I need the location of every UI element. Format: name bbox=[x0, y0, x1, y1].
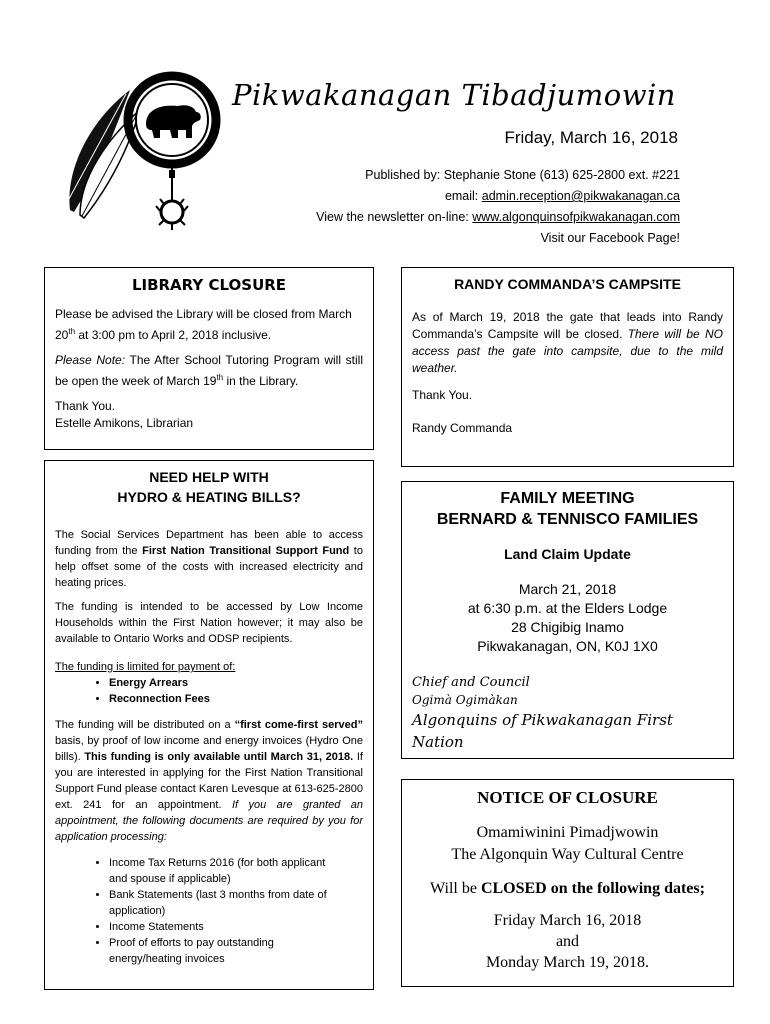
hydro-limited-heading: The funding is limited for payment of: bbox=[55, 661, 236, 673]
limited-items-list bbox=[55, 675, 363, 707]
meeting-address-1: 28 Chigibig Inamo bbox=[511, 619, 624, 635]
closure-heading: NOTICE OF CLOSURE bbox=[477, 788, 658, 807]
closure-statement: Will be CLOSED on the following dates; bbox=[430, 880, 705, 897]
notice-of-closure-box bbox=[401, 779, 734, 987]
campsite-heading: RANDY COMMANDA’S CAMPSITE bbox=[454, 276, 681, 292]
campsite-thanks: Thank You. bbox=[412, 388, 473, 402]
signature-line-1: Chief and Council bbox=[412, 675, 530, 690]
documents-list bbox=[55, 855, 363, 967]
bear-dreamcatcher-icon bbox=[60, 60, 230, 240]
hydro-heading-line1: NEED HELP WITH bbox=[149, 469, 269, 485]
hydro-paragraph-2: The funding is intended to be accessed by Low Income Households within the First Nation however; it may also be available to Ontario Works and ODSP recipients. bbox=[55, 601, 363, 645]
email-link[interactable]: admin.reception@pikwakanagan.ca bbox=[481, 189, 680, 203]
hydro-paragraph-1: The Social Services Department has been able to access funding from the First Nation Transitional Support Fund to help offset some of the costs with increased electricity and heating prices. bbox=[55, 529, 363, 589]
closure-line-1: Omamiwinini Pimadjwowin bbox=[476, 824, 659, 841]
website-link[interactable]: www.algonquinsofpikwakanagan.com bbox=[472, 210, 680, 224]
email-line bbox=[445, 189, 680, 203]
list-item: • Energy Arrears bbox=[109, 675, 363, 691]
meeting-date: March 21, 2018 bbox=[518, 581, 617, 597]
closure-line-2: The Algonquin Way Cultural Centre bbox=[451, 846, 684, 863]
family-heading-line1: FAMILY MEETING bbox=[500, 490, 635, 507]
library-heading: LIBRARY CLOSURE bbox=[131, 276, 287, 294]
list-item: • Bank Statements (last 3 months from date of application) bbox=[109, 887, 343, 919]
list-item: • Reconnection Fees bbox=[109, 691, 363, 707]
published-by: Published by: Stephanie Stone (613) 625-2800 ext. #221 bbox=[365, 168, 680, 182]
meeting-time-place: at 6:30 p.m. at the Elders Lodge bbox=[467, 600, 668, 616]
hydro-heading-line2: HYDRO & HEATING BILLS? bbox=[117, 489, 301, 505]
online-line bbox=[316, 210, 680, 224]
signature-line-3: Algonquins of Pikwakanagan First Nation bbox=[412, 711, 673, 751]
closure-and: and bbox=[555, 933, 580, 950]
campsite-paragraph: As of March 19, 2018 the gate that leads into Randy Commanda’s Campsite will be closed. There will be NO access past the gate into campsite, due to the mild weather. bbox=[412, 310, 723, 375]
campsite-box bbox=[401, 267, 734, 467]
issue-date: Friday, March 16, 2018 bbox=[504, 128, 678, 147]
closure-date-2: Monday March 19, 2018. bbox=[485, 954, 650, 971]
dreamcatcher-logo bbox=[60, 60, 230, 240]
list-item: • Income Tax Returns 2016 (for both applicant and spouse if applicable) bbox=[109, 855, 343, 887]
meeting-address-2: Pikwakanagan, ON, K0J 1X0 bbox=[477, 638, 658, 654]
closure-date-1: Friday March 16, 2018 bbox=[493, 912, 642, 929]
list-item: • Proof of efforts to pay outstanding energy/heating invoices bbox=[109, 935, 343, 967]
family-heading-line2: BERNARD & TENNISCO FAMILIES bbox=[436, 511, 699, 528]
library-paragraph: Please be advised the Library will be closed from March 20th at 3:00 pm to April 2, 2018 inclusive. bbox=[55, 307, 352, 342]
newsletter-title: Pikwakanagan Tibadjumowin bbox=[232, 78, 676, 112]
list-item: • Income Statements bbox=[109, 919, 343, 935]
hydro-help-box bbox=[44, 460, 374, 990]
online-label: View the newsletter on-line: bbox=[316, 210, 473, 224]
library-signature: Estelle Amikons, Librarian bbox=[55, 416, 194, 430]
facebook-link[interactable]: Visit our Facebook Page! bbox=[540, 231, 680, 245]
library-closure-box bbox=[44, 267, 374, 450]
library-thanks: Thank You. bbox=[55, 399, 116, 413]
family-meeting-box bbox=[401, 481, 734, 759]
signature-line-2: Ogimà Ogimàkan bbox=[412, 693, 518, 707]
family-subheading: Land Claim Update bbox=[504, 546, 631, 562]
hydro-paragraph-3: The funding will be distributed on a “first come-first served” basis, by proof of low income and energy invoices (Hydro One bills). This funding is only available until March 31, 2018. If you are interested in applying for the First Nation Transitional Support Fund please contact Karen Levesque at 613-625-2800 ext. 241 for an appointment. If you are granted an appointment, the following documents are required by you for application processing: bbox=[55, 719, 363, 843]
email-label: email: bbox=[444, 189, 482, 203]
campsite-signature: Randy Commanda bbox=[412, 421, 513, 435]
library-note: Please Note: The After School Tutoring Program will still be open the week of March 19th in the Library. bbox=[55, 353, 363, 388]
